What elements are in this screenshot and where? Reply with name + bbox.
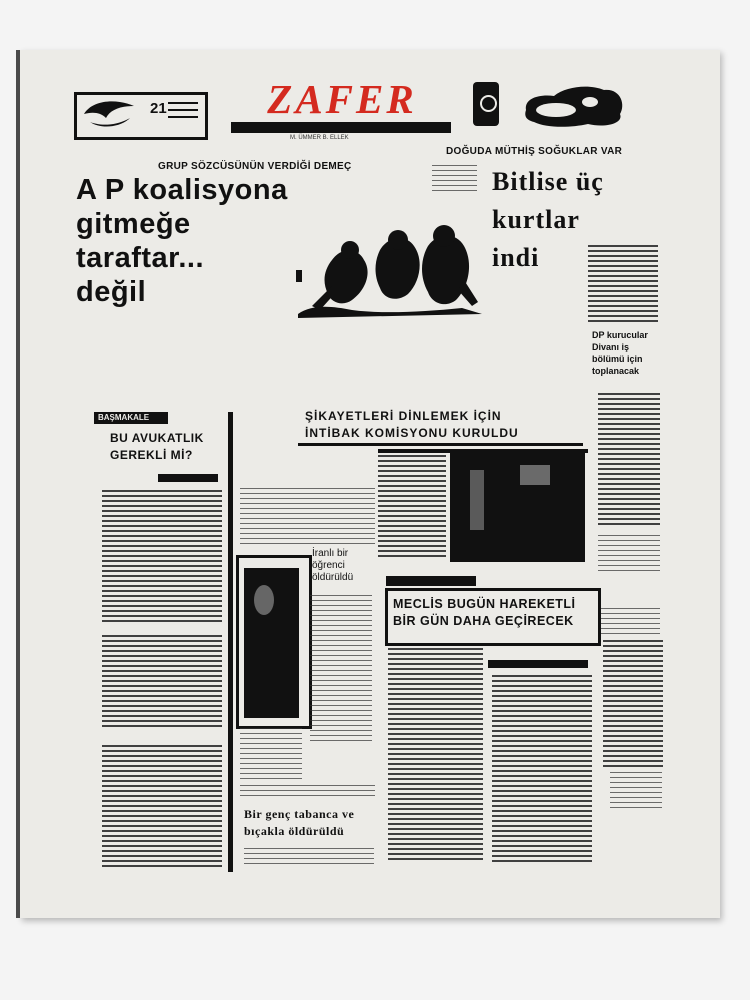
sikayet-line-2: İNTİBAK KOMİSYONU KURULDU (305, 426, 519, 440)
ap-headline (76, 173, 288, 309)
genc-column-text (244, 848, 374, 868)
meclis-label-bar (386, 576, 476, 586)
crescent-bird-emblem-icon (80, 96, 138, 129)
figure-photo-face (254, 585, 274, 615)
figure-caption-text (240, 728, 302, 783)
avukat-headline (110, 430, 204, 464)
mid-column-text-1 (240, 488, 375, 546)
right-column-text-5 (603, 640, 663, 770)
sikayet-line-1: ŞİKAYETLERİ DİNLEMEK İÇİN (305, 409, 502, 423)
right-column-text-1 (588, 245, 658, 325)
meclis-column-text-2 (492, 675, 592, 863)
ap-headline-line-4: değil (76, 276, 147, 308)
genc-line-1: Bir genç tabanca ve (244, 807, 355, 821)
iranli-line-1: İranlı bir (312, 548, 349, 559)
editorial-text-1 (102, 490, 222, 625)
avukat-line-1: BU AVUKATLIK (110, 431, 204, 445)
bitlis-line-1: Bitlise üç (492, 167, 604, 196)
avukat-line-2: GEREKLİ Mİ? (110, 448, 193, 462)
genc-line-2: bıçakla öldürüldü (244, 824, 345, 838)
iranli-column-text (310, 595, 372, 745)
parliament-photo-highlight (470, 470, 484, 530)
right-column-text-3 (598, 535, 660, 573)
meclis-headline (393, 596, 576, 630)
sikayet-rule (298, 443, 583, 446)
dp-headline (592, 329, 648, 377)
avukat-byline-bar (158, 474, 218, 482)
ap-headline-line-3: taraftar... (76, 242, 204, 274)
iranli-line-2: öğrenci (312, 560, 345, 571)
dp-line-3: bölümü için (592, 354, 643, 364)
masthead-ornament-icon (520, 80, 628, 130)
iranli-headline (312, 548, 353, 584)
section-label: BAŞMAKALE (98, 413, 150, 422)
ap-headline-line-1: A P koalisyona (76, 174, 288, 206)
meclis-line-1: MECLİS BUGÜN HAREKETLİ (393, 597, 576, 611)
masthead-underline-bar (231, 122, 451, 133)
editorial-right-rule (228, 412, 233, 872)
mid-column-text-2 (378, 455, 446, 560)
bitlis-line-3: indi (492, 243, 540, 272)
dp-line-1: DP kurucular (592, 330, 648, 340)
wolves-illustration (292, 210, 492, 320)
meclis-line-2: BİR GÜN DAHA GEÇİRECEK (393, 614, 574, 628)
editorial-text-2 (102, 635, 222, 730)
east-kicker: DOĞUDA MÜTHİŞ SOĞUKLAR VAR (446, 146, 623, 157)
masthead-dateline: M. ÜMMER B. ELLEK (290, 135, 349, 141)
right-column-text-2 (598, 393, 660, 528)
stamp-circle-icon (480, 95, 497, 112)
genc-kicker-text (240, 785, 375, 799)
masthead-date-lines (168, 102, 198, 123)
genc-headline (244, 806, 354, 840)
iranli-line-3: öldürüldü (312, 572, 354, 583)
dp-line-2: Divanı iş (592, 342, 630, 352)
ap-kicker: GRUP SÖZCÜSÜNÜN VERDİĞİ DEMEÇ (158, 161, 352, 172)
meclis-column-text-1 (388, 648, 483, 863)
parliament-photo-highlight-2 (520, 465, 550, 485)
bitlis-line-2: kurtlar (492, 205, 580, 234)
masthead-title: ZAFER (267, 76, 417, 122)
ap-headline-line-2: gitmeğe (76, 208, 191, 240)
dp-line-4: toplanacak (592, 366, 640, 376)
east-column-text (432, 165, 477, 193)
editorial-text-3 (102, 745, 222, 870)
meclis-subhead-bar (488, 660, 588, 668)
right-column-text-6 (610, 772, 662, 812)
masthead-date-number: 21 (150, 100, 167, 117)
right-column-text-4 (598, 608, 660, 636)
sikayet-headline (305, 408, 519, 442)
